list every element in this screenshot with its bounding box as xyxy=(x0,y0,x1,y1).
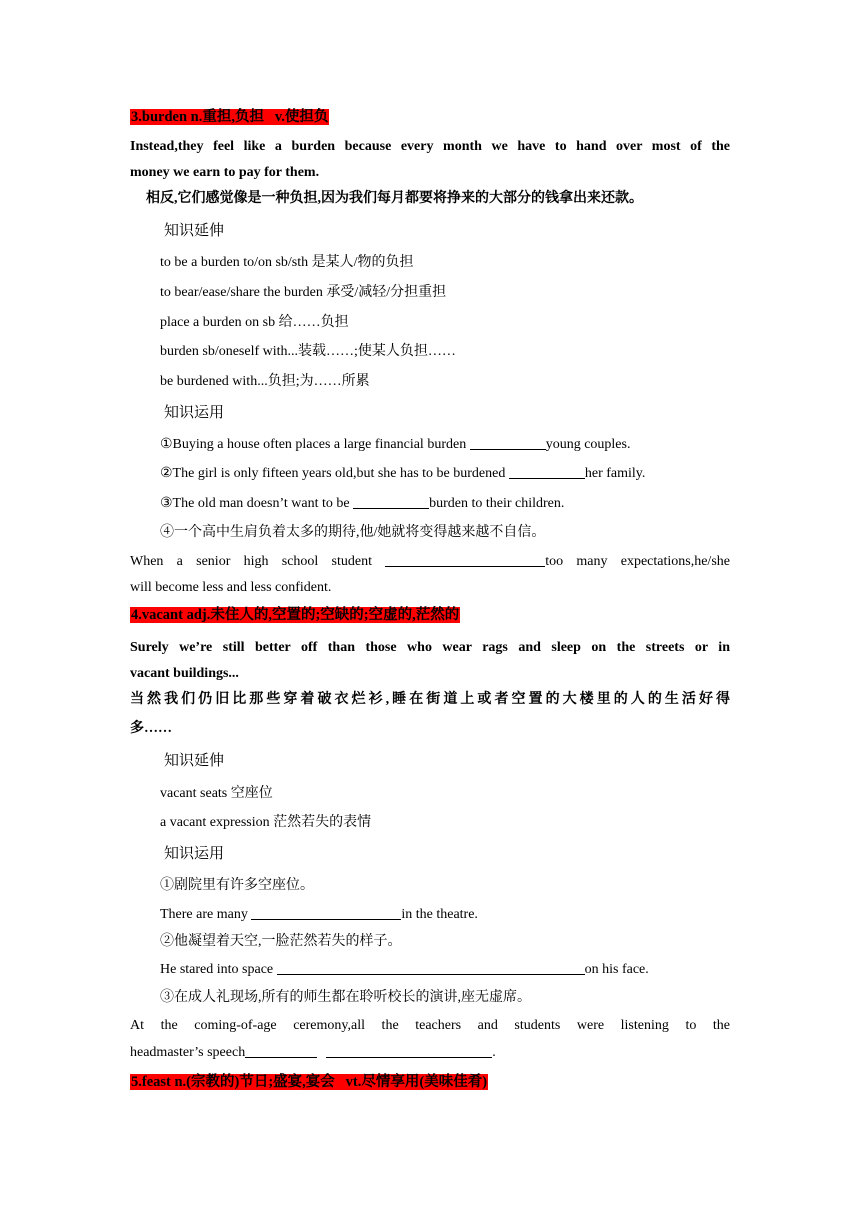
section-4-usage-title: 知识运用 xyxy=(164,846,225,862)
section-4-example-zh-line-2: 多…… xyxy=(130,721,172,736)
answer-blank[interactable] xyxy=(385,552,545,567)
section-3-extension-item: to be a burden to/on sb/sth 是某人/物的负担 xyxy=(160,255,414,270)
section-4-extension-item: vacant seats 空座位 xyxy=(160,786,273,801)
section-4-question-2-en: He stared into space on his face. xyxy=(160,962,649,977)
section-3-question-2: ②The girl is only fifteen years old,but she has to be burdened her family. xyxy=(160,466,646,481)
section-4-question-3-zh: ③在成人礼现场,所有的师生都在聆听校长的演讲,座无虚席。 xyxy=(160,990,531,1005)
section-4-question-1-zh: ①剧院里有许多空座位。 xyxy=(160,878,314,893)
section-3-heading xyxy=(130,107,329,128)
section-3-extension-title: 知识延伸 xyxy=(164,223,225,239)
section-3-usage-title: 知识运用 xyxy=(164,405,225,421)
section-4-extension-item: a vacant expression 茫然若失的表情 xyxy=(160,815,372,830)
section-3-example-en-line-1: Instead,they feel like a burden because every month we have to hand over most of the xyxy=(130,139,730,154)
section-3-question-4-zh: ④一个高中生肩负着太多的期待,他/她就将变得越来越不自信。 xyxy=(160,525,546,540)
section-3-extension-item: to bear/ease/share the burden 承受/减轻/分担重担 xyxy=(160,285,447,300)
answer-blank[interactable] xyxy=(245,1043,317,1058)
section-4-example-en-line-2: vacant buildings... xyxy=(130,666,239,681)
section-4-question-2-zh: ②他凝望着天空,一脸茫然若失的样子。 xyxy=(160,934,402,949)
section-4-question-3-en-line-2: headmaster’s speech . xyxy=(130,1045,496,1060)
section-4-question-3-en-line-1: At the coming-of-age ceremony,all the teachers and students were listening to the xyxy=(130,1018,730,1033)
section-4-example-zh-line-1: 当然我们仍旧比那些穿着破衣烂衫,睡在街道上或者空置的大楼里的人的生活好得 xyxy=(130,692,730,707)
answer-blank[interactable] xyxy=(277,960,585,975)
section-4-heading xyxy=(130,605,460,626)
section-3-question-1: ①Buying a house often places a large financial burden young couples. xyxy=(160,437,631,452)
answer-blank[interactable] xyxy=(326,1043,492,1058)
section-3-extension-item: burden sb/oneself with...装载……;使某人负担…… xyxy=(160,344,456,359)
section-3-question-3: ③The old man doesn’t want to be burden to their children. xyxy=(160,496,565,511)
section-4-example-en-line-1: Surely we’re still better off than those who wear rags and sleep on the streets or in xyxy=(130,640,730,655)
section-3-example-zh: 相反,它们感觉像是一种负担,因为我们每月都要将挣来的大部分的钱拿出来还款。 xyxy=(146,191,643,206)
section-3-question-4-en: When a senior high school student too many expectations,he/she xyxy=(130,554,730,569)
answer-blank[interactable] xyxy=(470,435,546,450)
heading-highlight: 3.burden n.重担,负担 v.使担负 xyxy=(131,109,329,125)
heading-highlight: 4.vacant adj.未住人的,空置的;空缺的;空虚的,茫然的 xyxy=(131,607,460,623)
heading-highlight: 5.feast n.(宗教的)节日;盛宴,宴会 vt.尽情享用(美味佳肴) xyxy=(131,1074,488,1090)
section-5-heading xyxy=(130,1072,488,1093)
section-4-extension-title: 知识延伸 xyxy=(164,753,225,769)
section-3-extension-item: be burdened with...负担;为……所累 xyxy=(160,374,370,389)
answer-blank[interactable] xyxy=(509,464,585,479)
section-3-example-en-line-2: money we earn to pay for them. xyxy=(130,165,320,180)
answer-blank[interactable] xyxy=(251,905,401,920)
section-3-extension-item: place a burden on sb 给……负担 xyxy=(160,315,349,330)
section-4-question-1-en: There are many in the theatre. xyxy=(160,907,478,922)
section-3-question-4-en-line-2: will become less and less confident. xyxy=(130,580,332,595)
answer-blank[interactable] xyxy=(353,494,429,509)
